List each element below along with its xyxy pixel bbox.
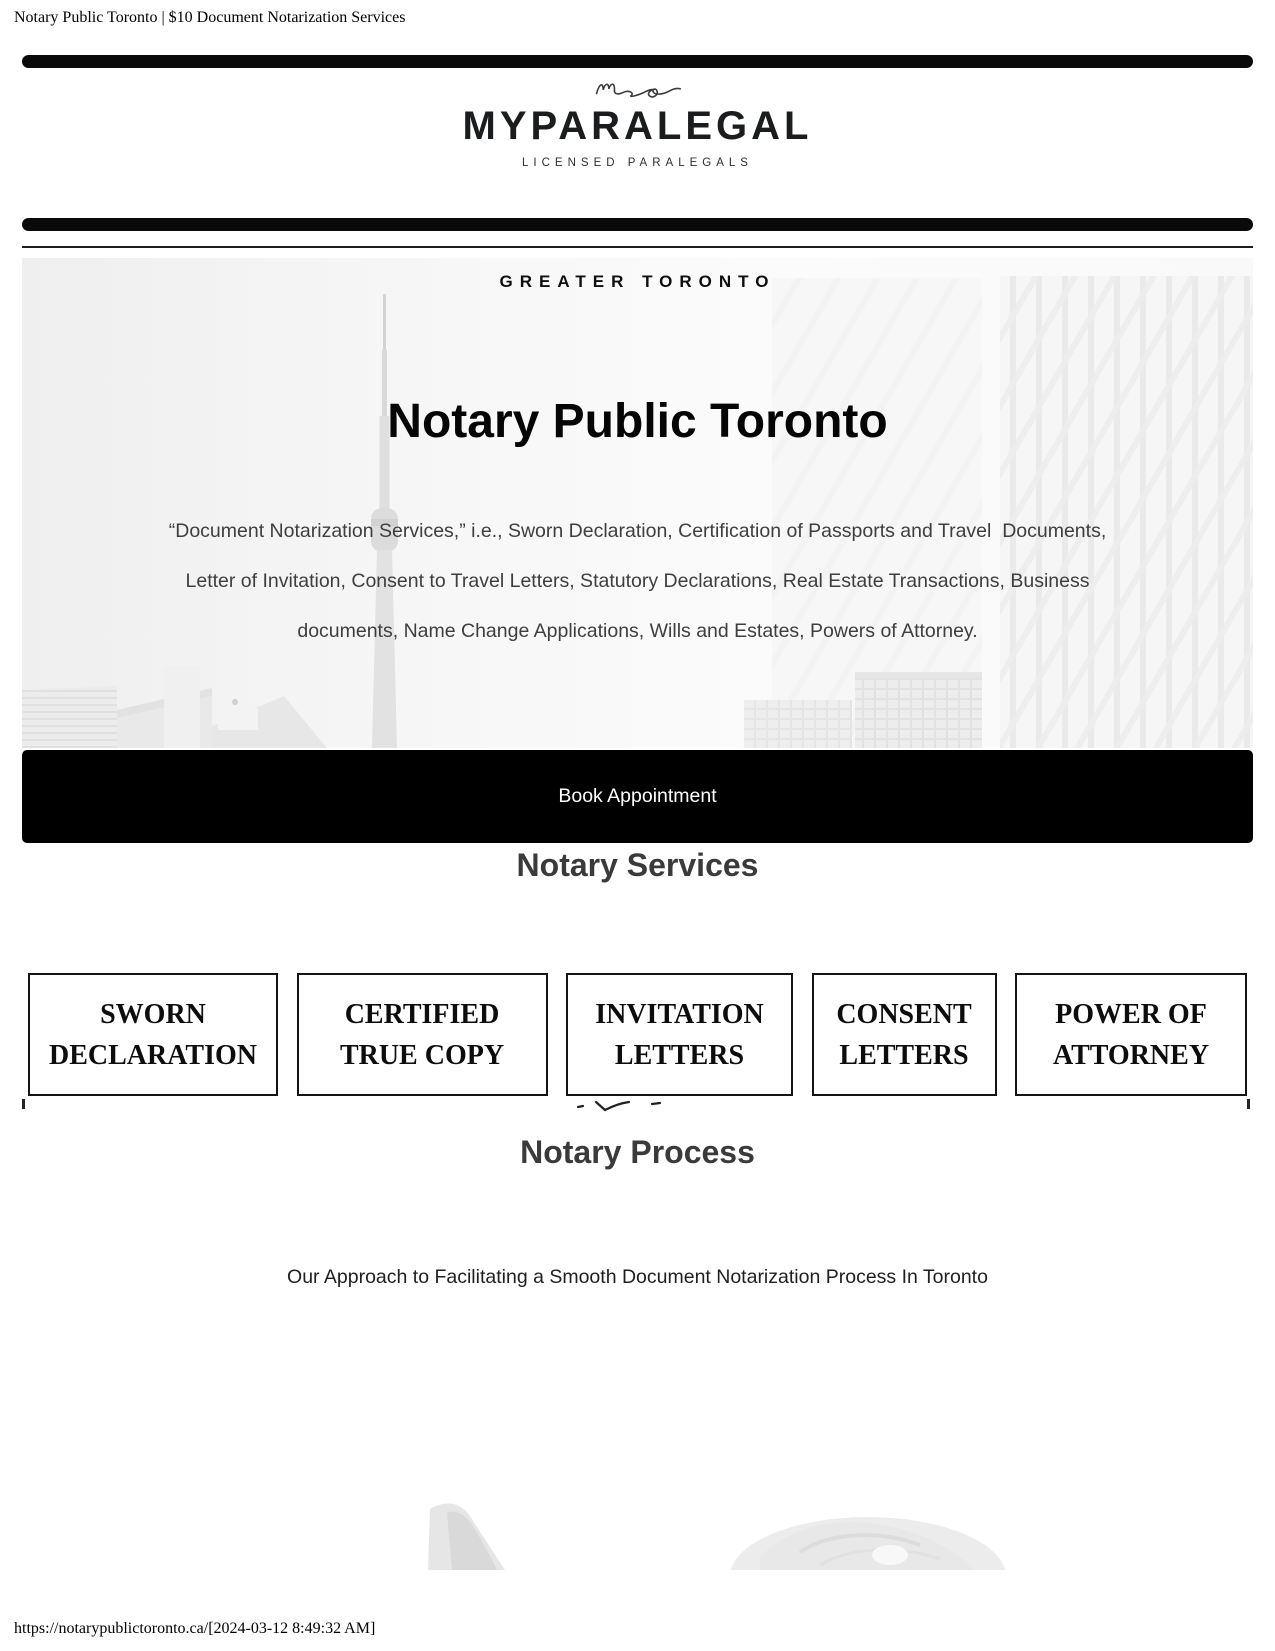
service-card-consent-letters[interactable] <box>812 973 997 1096</box>
hero-description-line: documents, Name Change Applications, Wills and Estates, Powers of Attorney. <box>297 620 978 642</box>
clipped-photo-images <box>0 1495 1275 1570</box>
service-card-label: POWER OF <box>1055 998 1207 1030</box>
notary-process-heading: Notary Process <box>520 1134 755 1170</box>
service-card-invitation-letters[interactable] <box>566 973 793 1096</box>
service-card-label: LETTERS <box>614 1039 745 1071</box>
service-card-label: SWORN <box>100 998 206 1030</box>
toronto-skyline-image <box>22 258 1253 748</box>
top-divider-bar <box>22 55 1253 68</box>
service-card-label: TRUE COPY <box>339 1039 505 1071</box>
service-card-label: CONSENT <box>836 998 972 1030</box>
mo-signature-icon <box>588 70 688 102</box>
site-logo <box>0 70 1275 169</box>
clipped-border-tick <box>1247 1099 1250 1109</box>
service-card-power-of-attorney[interactable] <box>1015 973 1247 1096</box>
header-divider-bar <box>22 218 1253 231</box>
service-card-label: DECLARATION <box>49 1039 257 1071</box>
hero-section <box>22 258 1253 748</box>
book-appointment-button[interactable]: Book Appointment <box>22 750 1253 843</box>
hero-kicker: GREATER TORONTO <box>499 272 776 291</box>
service-card-certified-true-copy[interactable] <box>297 973 548 1096</box>
clipped-photos-strip <box>0 1495 1275 1570</box>
logo-wordmark: MYPARALEGAL <box>462 104 813 148</box>
notary-services-heading: Notary Services <box>516 847 759 883</box>
service-card-label: ATTORNEY <box>1052 1039 1210 1071</box>
service-card-label: LETTERS <box>839 1039 969 1071</box>
service-cards-row <box>28 973 1247 1096</box>
clipped-signature-icon <box>572 1098 672 1114</box>
service-card-sworn-declaration[interactable] <box>28 973 278 1096</box>
logo-tagline: LICENSED PARALEGALS <box>522 157 753 169</box>
hero-description-line: Letter of Invitation, Consent to Travel Letters, Statutory Declarations, Real Estate Transactions, Business <box>185 570 1090 592</box>
notary-process-subheading: Our Approach to Facilitating a Smooth Document Notarization Process In Toronto <box>287 1266 988 1288</box>
service-card-label: CERTIFIED <box>344 998 500 1030</box>
service-card-label: INVITATION <box>595 998 764 1030</box>
hero-description <box>22 506 1253 656</box>
header-rule <box>22 246 1253 248</box>
page-title: Notary Public Toronto <box>387 395 888 448</box>
print-header-title: Notary Public Toronto | $10 Document Notarization Services <box>14 9 406 26</box>
hero-description-line: “Document Notarization Services,” i.e., Sworn Declaration, Certification of Passports and Travel Documents, <box>168 520 1107 542</box>
print-footer-url: https://notarypublictoronto.ca/[2024-03-12 8:49:32 AM] <box>14 1620 376 1637</box>
clipped-border-tick <box>22 1099 25 1109</box>
